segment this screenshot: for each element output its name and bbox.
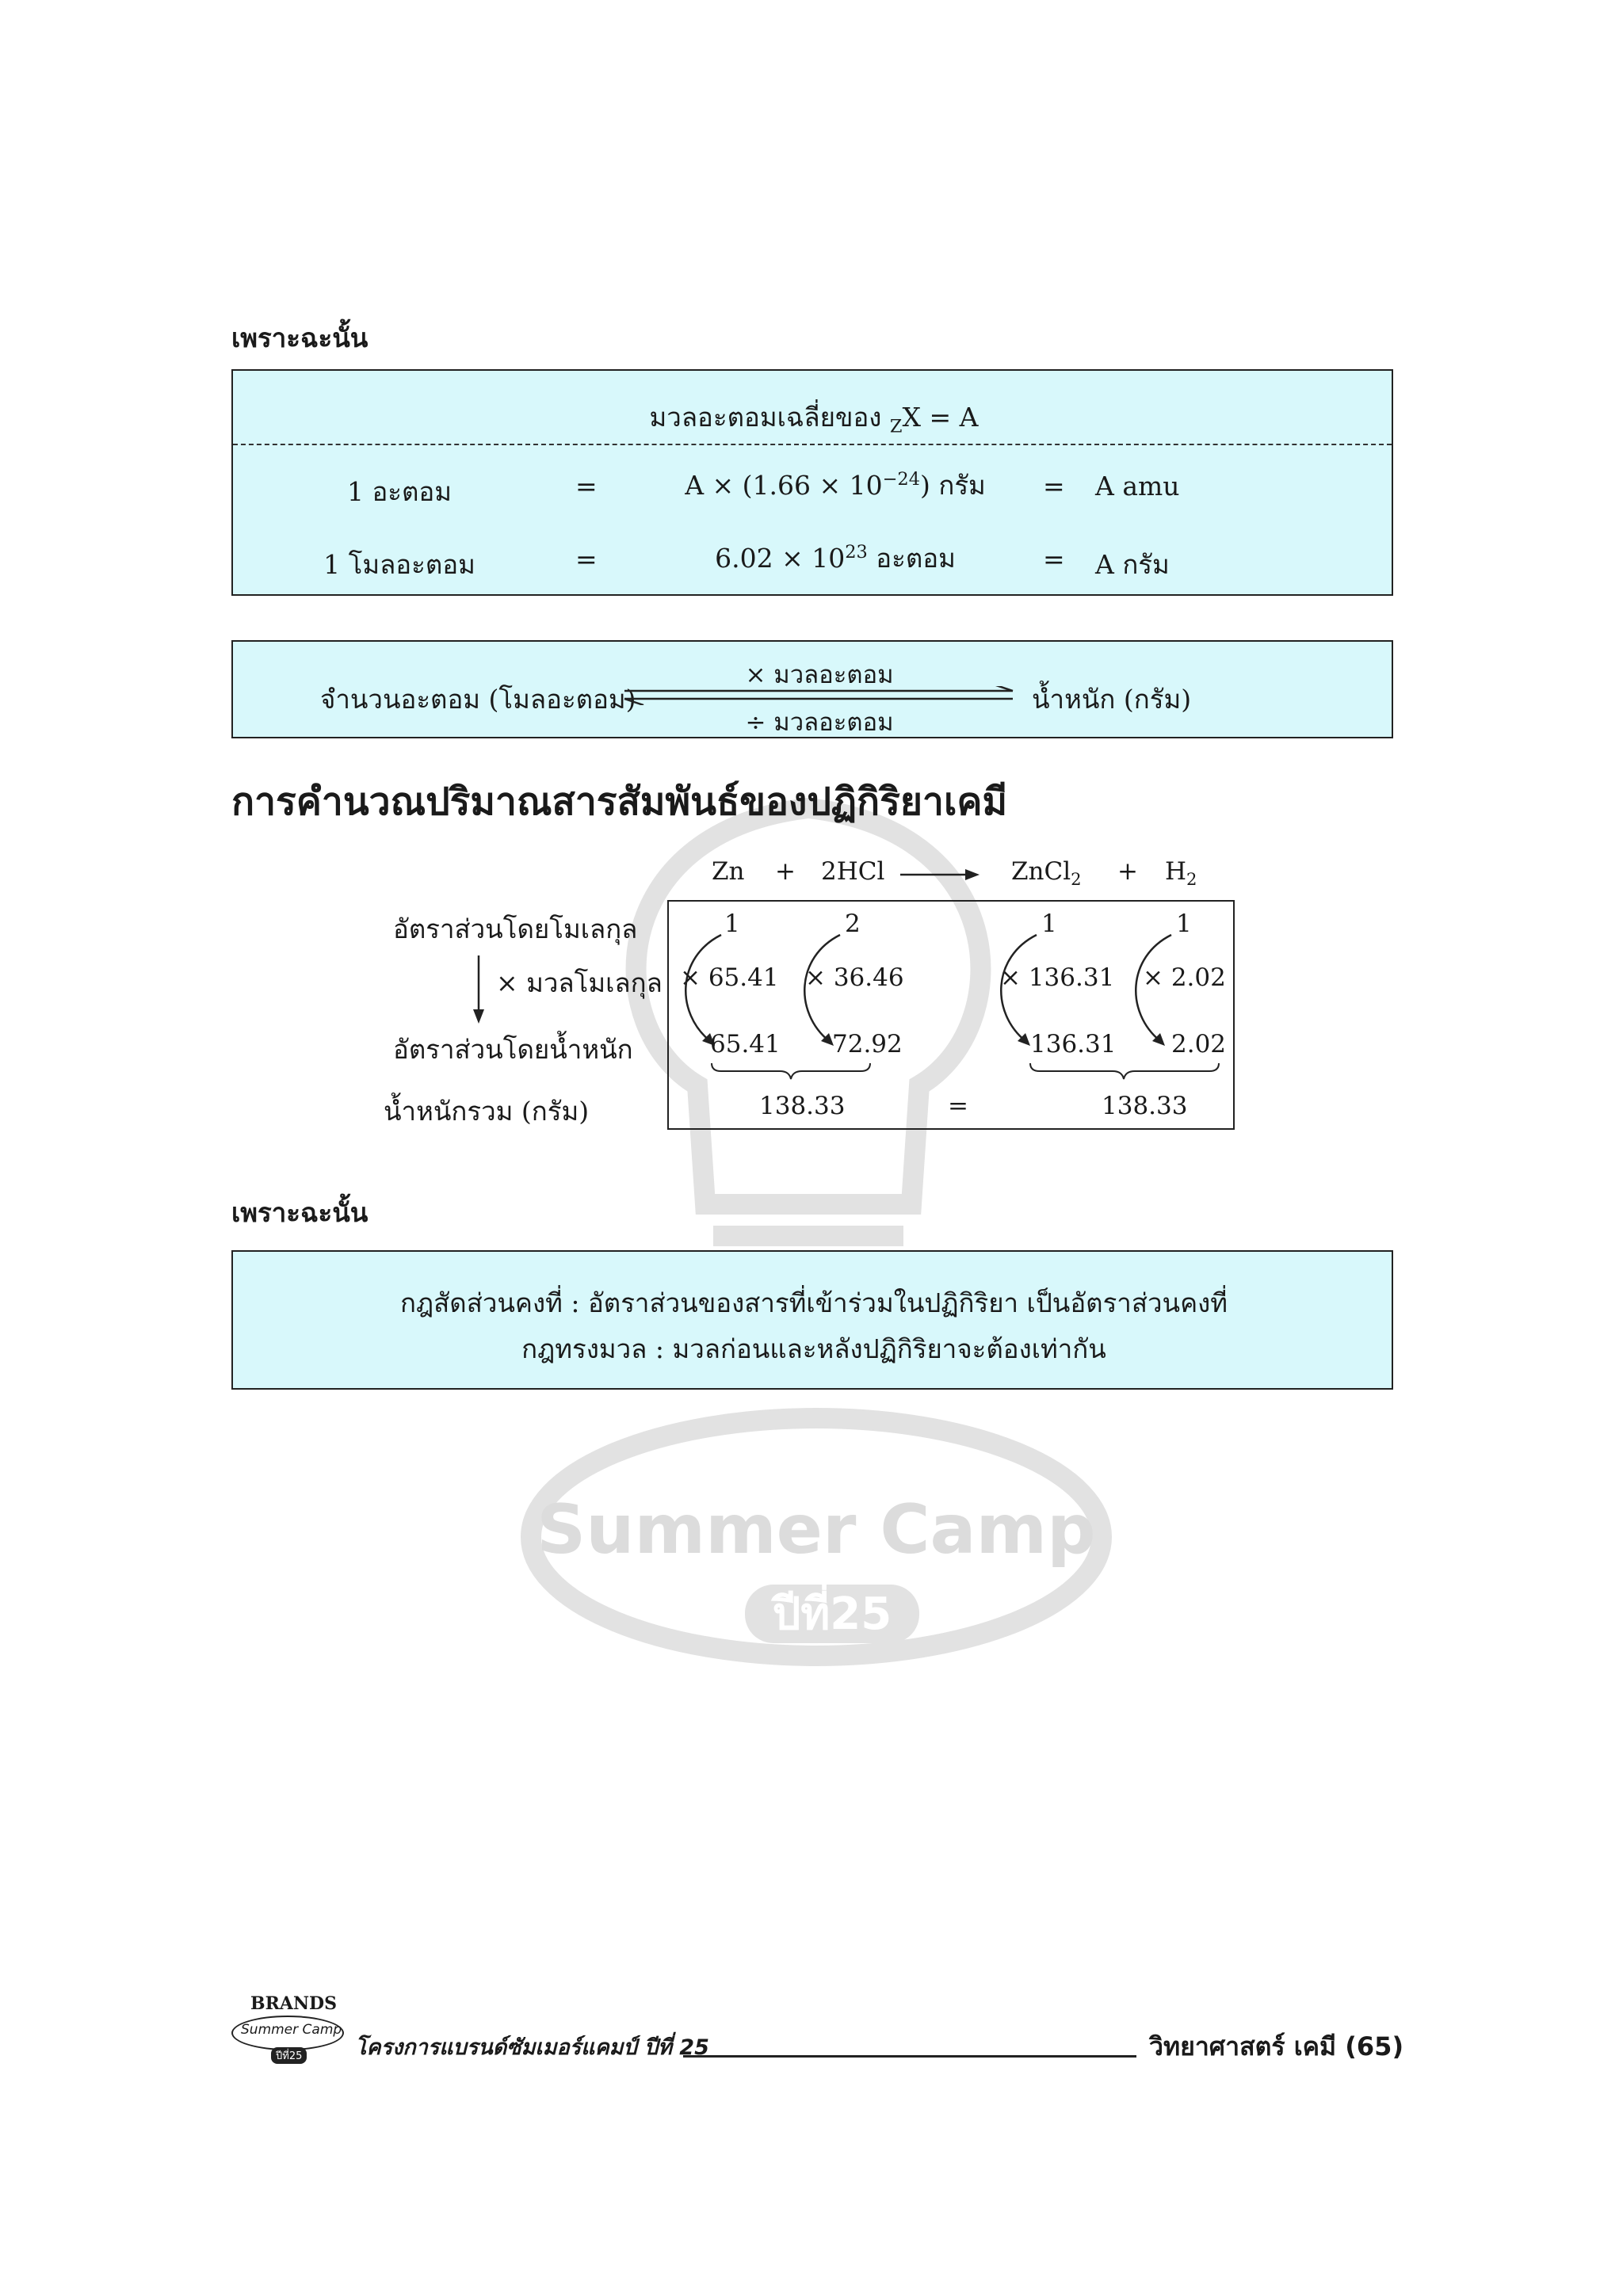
coef-h2: 1 (1176, 910, 1192, 938)
label-mass-ratio: อัตราส่วนโดยน้ำหนัก (393, 1034, 633, 1065)
row1-mid-sup: −24 (882, 469, 920, 490)
coef-hcl: 2 (845, 910, 861, 938)
row1-mid (613, 464, 1057, 506)
conversion-top: × มวลอะตอม (745, 661, 894, 689)
laws-box (231, 1250, 1393, 1390)
calculation-table (667, 900, 1235, 1130)
mult-hcl: × 36.46 (805, 963, 904, 992)
eq-zncl-sub: 2 (1071, 869, 1082, 890)
eq-h-text: H (1165, 857, 1187, 886)
mass-h2: 2.02 (1171, 1030, 1227, 1058)
footer-rule (683, 2055, 1136, 2058)
mass-zncl2: 136.31 (1030, 1030, 1117, 1058)
logo-brand: BRANDS (250, 1993, 338, 2014)
row2-right: A กรัม (1095, 549, 1170, 580)
conversion-box (231, 640, 1393, 738)
box-title-text-post: X = A (902, 402, 979, 433)
law-constant-proportions: กฎสัดส่วนคงที่ : อัตราส่วนของสารที่เข้าร่วมในปฏิกิริยา เป็นอัตราส่วนคงที่ (399, 1287, 1228, 1318)
label-total: น้ำหนักรวม (กรัม) (384, 1096, 590, 1127)
logo-sub: Summer Camp (241, 2022, 342, 2038)
row1-left: 1 อะตอม (346, 476, 453, 507)
row2-mid (613, 537, 1057, 579)
eq-zncl-text: ZnCl (1011, 857, 1071, 886)
box-title-sub: Z (889, 416, 903, 437)
watermark-text-year: ปีที่25 (772, 1589, 892, 1640)
logo-year: ปีที่25 (271, 2047, 307, 2064)
footer-subject: วิทยาศาสตร์ เคมี (65) (1149, 2031, 1404, 2061)
row2-mid-post: อะตอม (867, 543, 956, 574)
eq-hcl: 2HCl (821, 857, 885, 886)
eq-h2 (1165, 857, 1197, 889)
section3-heading: เพราะฉะนั้น (231, 1197, 369, 1228)
eq-plus2: + (1117, 857, 1138, 886)
atomic-mass-box (231, 369, 1393, 596)
row1-eq1: = (575, 471, 598, 502)
conversion-right: น้ำหนัก (กรัม) (1032, 684, 1192, 715)
mass-hcl: 72.92 (832, 1030, 903, 1058)
mass-zn: 65.41 (710, 1030, 781, 1058)
row2-eq2: = (1043, 543, 1065, 574)
mult-zn: × 65.41 (680, 963, 779, 992)
mult-h2: × 2.02 (1143, 963, 1226, 992)
label-mole-ratio: อัตราส่วนโดยโมเลกุล (393, 913, 638, 944)
footer-project: โครงการแบรนด์ซัมเมอร์แคมป์ ปีที่ 25 (355, 2035, 709, 2060)
down-arrow (471, 954, 487, 1025)
footer-logo (230, 1993, 347, 2066)
mult-zncl2: × 136.31 (1000, 963, 1115, 992)
row1-mid-post: ) กรัม (919, 470, 986, 501)
eq-zn: Zn (712, 857, 745, 886)
row1-eq2: = (1043, 471, 1065, 502)
grouping-braces (669, 1060, 1236, 1084)
coef-zncl2: 1 (1041, 910, 1057, 938)
section1-heading: เพราะฉะนั้น (231, 322, 369, 353)
eq-plus1: + (775, 857, 796, 886)
eq-zncl2 (1011, 857, 1082, 889)
row2-mid-pre: 6.02 × 10 (715, 543, 846, 574)
conversion-bottom: ÷ มวลอะตอม (745, 708, 894, 737)
reaction-arrow (899, 865, 981, 884)
total-right: 138.33 (1102, 1092, 1188, 1120)
label-times-mass: × มวลโมเลกุล (496, 967, 663, 998)
box-title (233, 396, 1395, 438)
eq-h-sub: 2 (1186, 869, 1197, 890)
conversion-left: จำนวนอะตอม (โมลอะตอม) (320, 684, 636, 715)
row2-mid-sup: 23 (845, 542, 868, 563)
watermark-text-summer: Summer Camp (537, 1490, 1096, 1569)
total-eq: = (948, 1092, 968, 1120)
coef-zn: 1 (724, 910, 740, 938)
row1-right: A amu (1095, 471, 1180, 502)
dashed-divider (233, 444, 1392, 445)
total-left: 138.33 (759, 1092, 846, 1120)
box-title-text: มวลอะตอมเฉลี่ยของ (649, 402, 890, 433)
row1-mid-pre: A × (1.66 × 10 (685, 470, 883, 501)
section2-title: การคำนวณปริมาณสารสัมพันธ์ของปฏิกิริยาเคมี (231, 780, 1008, 824)
row2-eq1: = (575, 543, 598, 574)
row2-left: 1 โมลอะตอม (323, 549, 475, 580)
law-conservation-mass: กฎทรงมวล : มวลก่อนและหลังปฏิกิริยาจะต้องเท่ากัน (521, 1333, 1106, 1364)
